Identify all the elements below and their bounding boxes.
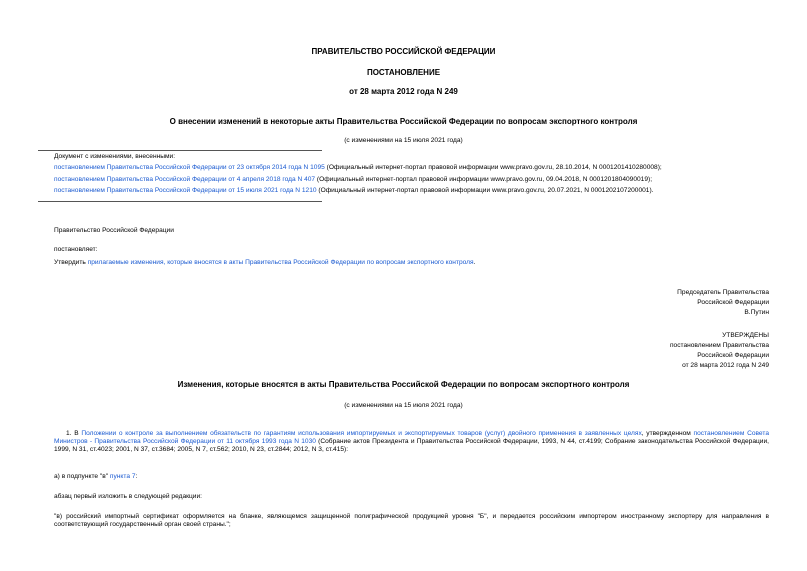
approval-block [600,332,769,372]
approve-link[interactable]: прилагаемые изменения, которые вносятся в акты Правительства Российской Федерации по вопросам экспортного контроля [87,259,474,266]
doc-title: О внесении изменений в некоторые акты Правительства Российской Федерации по вопросам экспортного контроля [169,117,638,126]
pa-suffix: : [135,473,138,480]
approval-line: УТВЕРЖДЕНЫ [722,332,769,339]
divider-bottom [38,201,322,202]
changes-title: Изменения, которые вносятся в акты Правительства Российской Федерации по вопросам экспортного контроля [177,380,630,389]
signature-line: Российской Федерации [697,299,769,307]
subparagraph-a [54,473,137,481]
amendments-intro: Документ с изменениями, внесенными: [54,153,176,160]
approval-line: Российской Федерации [697,352,769,360]
quoted-text: "в) российский импортный сертификат оформляется на бланке, являющемся защищенной полиграфической продукцией уровня "Б", и передается российским импортером иностранному экспортеру для направления в соответствующий государственный орган своей страны."; [54,513,769,529]
signature-block [600,289,769,319]
decrees-line: постановляет: [54,246,98,253]
p1-text: , утвержденном [641,430,694,437]
government-heading: ПРАВИТЕЛЬСТВО РОССИЙСКОЙ ФЕДЕРАЦИИ [311,47,496,56]
amendment-source: (Официальный интернет-портал правовой информации www.pravo.gov.ru, 28.10.2014, N 0001201410280008); [324,164,662,172]
approval-line: постановлением Правительства [669,342,769,350]
p1-decree-link[interactable]: постановлением Совета Министров - Правительства Российской Федерации от 11 октября 1993 года N 1030 [54,430,769,446]
amendments-box [54,153,784,199]
amendment-item [54,176,784,184]
doc-type-heading: ПОСТАНОВЛЕНИЕ [366,68,441,77]
doc-date: от 28 марта 2012 года N 249 [349,87,458,96]
government-line: Правительство Российской Федерации [54,227,174,234]
amendment-source: (Официальный интернет-портал правовой информации www.pravo.gov.ru, 20.07.2021, N 0001202107200001). [316,187,654,195]
p1-regulation-link[interactable]: Положении о контроле за выполнением обязательств по гарантиям использования импортируемых и экспортируемых товаров (услуг) двойного применения в заявленных целях [81,430,642,437]
pa-link[interactable]: пункта 7 [109,473,136,480]
amendment-item [54,187,784,195]
amendment-source: (Официальный интернет-портал правовой информации www.pravo.gov.ru, 09.04.2018, N 0001201804090019); [315,175,653,183]
p1-source-text: (Собрание актов Президента и Правительства Российской Федерации, 1993, N 44, ст.4199; Собрание законодательства Российской Федерации, 1999, N 31, ст.4023; 2001, N 37, ст.3684; 2005, N 7, ст.562; 2010, N 23, ст.2844; 2012, N 3, ст.415): [54,438,769,454]
amendment-link[interactable]: постановлением Правительства Российской Федерации от 15 июля 2021 года N 1210 [54,187,317,195]
approval-line: от 28 марта 2012 года N 249 [682,362,769,370]
amendment-link[interactable]: постановлением Правительства Российской Федерации от 4 апреля 2018 года N 407 [54,175,316,183]
approve-paragraph [54,259,475,267]
approve-prefix: Утвердить [54,259,88,266]
changes-revision-note: (с изменениями на 15 июля 2021 года) [344,402,463,409]
approve-suffix: . [473,259,476,266]
amendment-item [54,164,784,172]
signature-name: В.Путин [744,309,769,317]
revision-note: (с изменениями на 15 июля 2021 года) [344,137,463,144]
p1-prefix: 1. В [66,430,82,437]
amendment-link[interactable]: постановлением Правительства Российской Федерации от 23 октября 2014 года N 1095 [54,164,325,172]
paragraph-1 [54,430,769,455]
subparagraph-b: абзац первый изложить в следующей редакции: [54,493,202,500]
divider-top [38,150,322,151]
signature-line: Председатель Правительства [677,289,769,296]
pa-prefix: а) в подпункте "в" [54,473,110,480]
